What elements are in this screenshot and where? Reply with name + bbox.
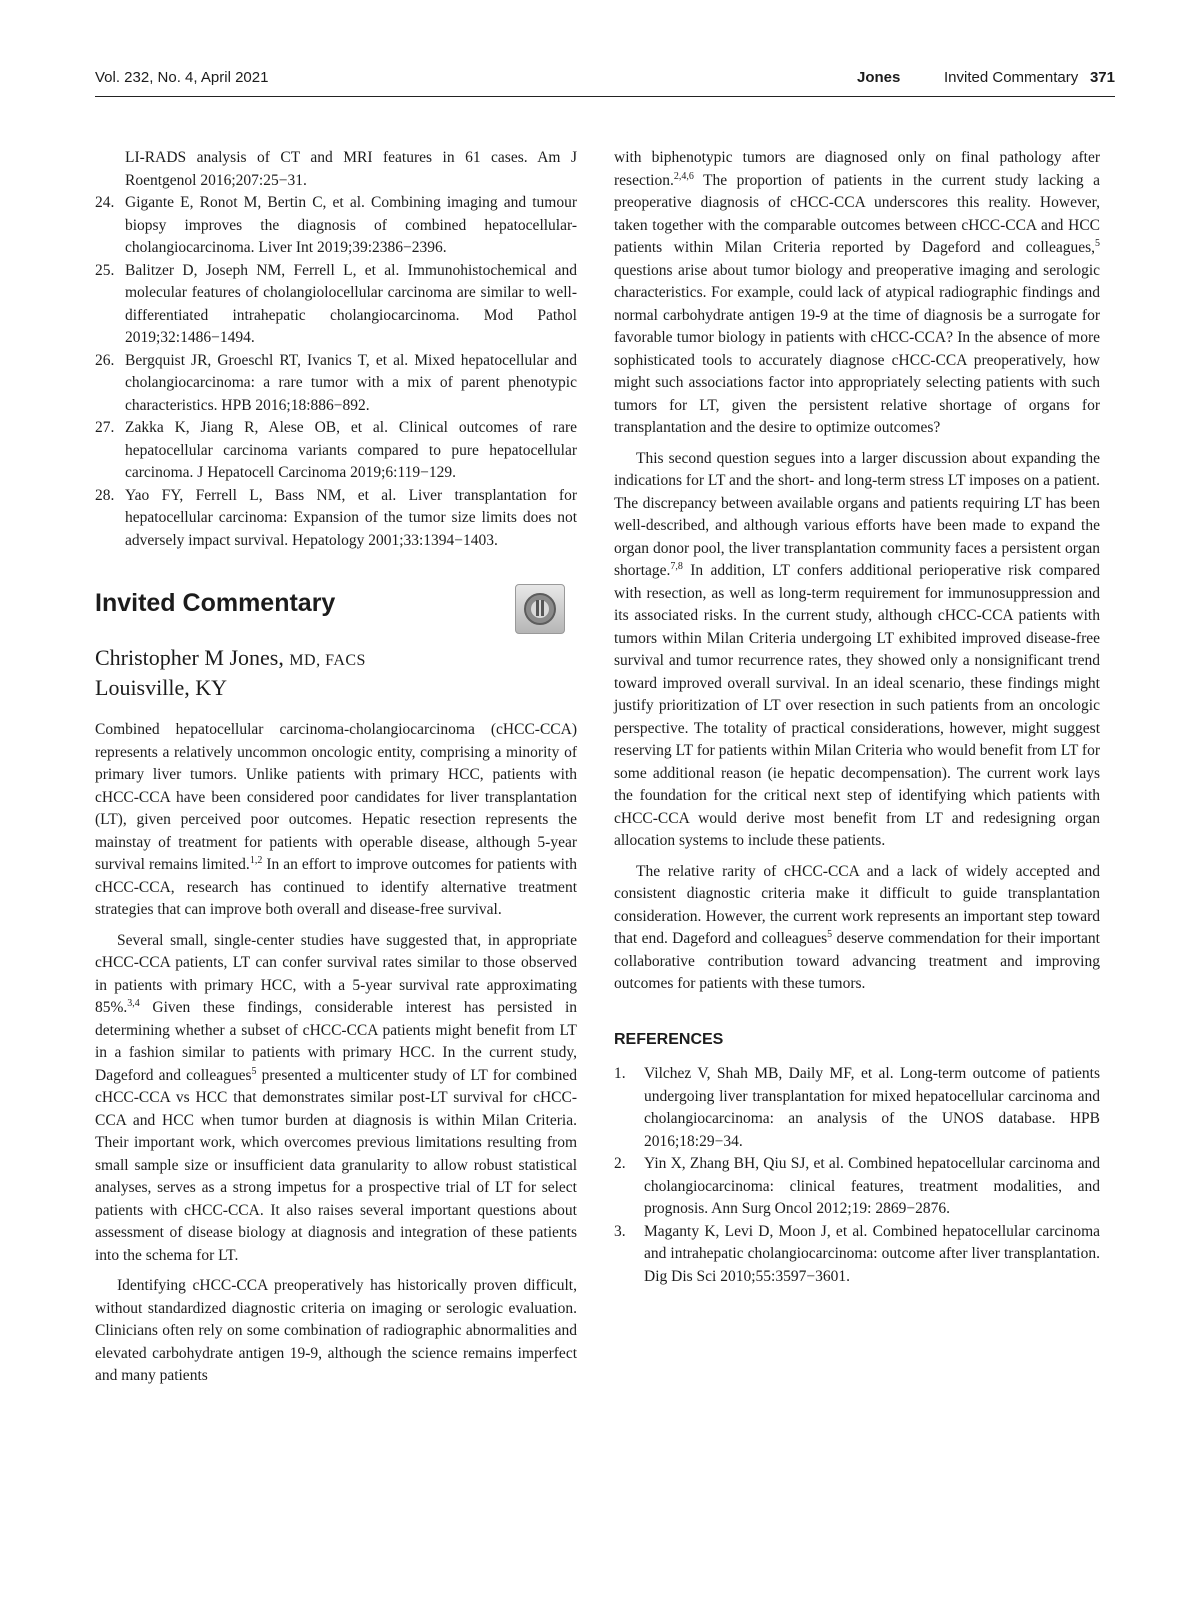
references-heading: REFERENCES — [614, 1030, 724, 1048]
header-author: Jones — [857, 69, 901, 86]
paragraph: with biphenotypic tumors are diagnosed only on final pathology after resection.$^{2,4,6}$ The proportion of patients in the current study lacking a preoperative diagnosis of cHCC-CCA underscores this reality. However, taken together with the comparable outcomes between cHCC-CCA and HCC patients within Milan Criteria reported by Dageford and colleagues,$^5$ questions arise about tumor biology and preoperative imaging and serologic characteristics. For example, could lack of atypical radiographic findings and normal carbohydrate antigen 19-9 at the time of diagnosis be a surrogate for favorable tumor biology in patients with cHCC-CCA? In the absence of more sophisticated tools to accurately diagnose cHCC-CCA preoperatively, how might such associations factor into appropriately selecting patients with such tumors for LT, given the persistent relative shortage of organs for transplantation and the desire to optimize outcomes? — [614, 149, 1100, 436]
journal-volume: Vol. 232, No. 4, April 2021 — [95, 69, 269, 86]
right-body-text — [614, 147, 1100, 996]
paragraph: Identifying cHCC-CCA preoperatively has historically proven difficult, without standardized diagnostic criteria on imaging or serologic evaluation. Clinicians often rely on some combination of radiographic abnormalities and elevated carbohydrate antigen 19-9, although the science remains imperfect and many patients — [95, 1277, 577, 1384]
reference-item: 27. Zakka K, Jiang R, Alese OB, et al. Clinical outcomes of rare hepatocellular carcinoma variants compared to pure hepatocellular carcinoma. J Hepatocell Carcinoma 2019;6:119−129. — [95, 419, 577, 481]
citation-superscript: 7,8 — [670, 561, 683, 572]
references-list — [614, 1063, 1100, 1288]
header-section: Invited Commentary — [944, 69, 1079, 86]
reference-item: 3. Maganty K, Levi D, Moon J, et al. Combined hepatocellular carcinoma and intrahepatic cholangiocarcinoma: outcome after liver transplantation. Dig Dis Sci 2010;55:3597−3601. — [614, 1222, 1100, 1285]
running-header — [95, 66, 1115, 97]
citation-superscript: 2,4,6 — [673, 170, 694, 182]
paragraph: The relative rarity of cHCC-CCA and a lack of widely accepted and consistent diagnostic criteria make it difficult to guide transplantation consideration. However, the current work represents an important step toward that end. Dageford and colleagues$^5$ deserve commendation for their important collaborative contribution toward advancing treatment and improving outcomes for patients with these tumors. — [614, 862, 1100, 992]
paragraph: This second question segues into a larger discussion about expanding the indications for LT and the short- and long-term stress LT imposes on a patient. The discrepancy between available organs and patients requiring LT has been well-described, and although various efforts have been made to expand the organ donor pool, the liver transplantation community faces a persistent organ shortage.$^{7,8}$ In addition, LT confers additional perioperative risk compared with resection, as well as long-term requirement for immunosuppression and its associated risks. In the current study, although cHCC-CCA patients with tumors within Milan Criteria undergoing LT exhibited improved disease-free survival and tumor recurrence rates, they showed only a nonsignificant trend toward improved overall survival. In an ideal scenario, these findings might justify prioritization of LT over resection in such patients from an oncologic perspective. The totality of practical considerations, however, might suggest reserving LT for patients within Milan Criteria who would benefit from LT for some additional reason (ie hepatic decompensation). The current work lays the foundation for the critical next step of identifying which patients with cHCC-CCA would derive most benefit from LT and redesigning organ allocation systems to include these patients. — [614, 449, 1100, 849]
reference-item: 24. Gigante E, Ronot M, Bertin C, et al. Combining imaging and tumour biopsy improves the diagnosis of combined hepatocellular-cholangiocarcinoma. Liver Int 2019;39:2386−2396. — [95, 194, 577, 256]
citation-superscript: 5 — [827, 929, 833, 940]
paragraph: Several small, single-center studies have suggested that, in appropriate cHCC-CCA patients, LT can confer survival rates similar to those observed in patients with primary HCC, with a 5-year survival rate approximating 85%.$^{3,4}$ Given these findings, considerable interest has persisted in determining whether a subset of cHCC-CCA patients might benefit from LT in a fashion similar to patients with primary HCC. In the current study, Dageford and colleagues$^5$ presented a multicenter study of LT for combined cHCC-CCA vs HCC that demonstrates similar post-LT survival for cHCC-CCA and HCC when tumor burden at diagnosis is within Milan Criteria. Their important work, which overcomes previous limitations resulting from small sample size or insufficient data granularity to allow robust statistical analyses, serves as a strong impetus for a prospective trial of LT for select patients with cHCC-CCA. It also raises several important questions about assessment of disease biology at diagnosis and integration of these patients into the schema for LT. — [95, 931, 577, 1264]
page-number: 371 — [1089, 69, 1115, 86]
reference-item: 26. Bergquist JR, Groeschl RT, Ivanics T, et al. Mixed hepatocellular and cholangiocarcinoma: a rare tumor with a mix of parent phenotypic characteristics. HPB 2016;18:886−892. — [95, 351, 577, 414]
crossmark-icon[interactable] — [515, 584, 565, 634]
author-line — [95, 644, 577, 674]
crossmark-glyph — [516, 585, 564, 633]
citation-superscript: 1,2 — [249, 855, 263, 866]
reference-item: 2. Yin X, Zhang BH, Qiu SJ, et al. Combined hepatocellular carcinoma and cholangiocarcinoma: clinical features, treatment modalities, and prognosis. Ann Surg Oncol 2012;19: 2869−2876. — [614, 1155, 1100, 1217]
reference-item: 25. Balitzer D, Joseph NM, Ferrell L, et al. Immunohistochemical and molecular features of cholangiolocellular carcinoma are similar to well-differentiated intrahepatic cholangiocarcinoma. Mod Pathol 2019;32:1486−1494. — [95, 261, 577, 346]
left-body-text — [95, 719, 577, 1388]
paragraph: Combined hepatocellular carcinoma-cholangiocarcinoma (cHCC-CCA) represents a relatively uncommon oncologic entity, comprising a minority of primary liver tumors. Unlike patients with primary HCC, patients with cHCC-CCA have been considered poor candidates for liver transplantation (LT), given perceived poor outcomes. Hepatic resection represents the mainstay of treatment for patients with operable disease, although 5-year survival remains limited.$^{1,2}$ In an effort to improve outcomes for patients with cHCC-CCA, research has continued to identify alternative treatment strategies that can improve both overall and disease-free survival. — [95, 721, 578, 918]
previous-references-list — [95, 147, 577, 552]
left-column — [95, 147, 577, 1388]
citation-superscript: 5 — [1095, 238, 1100, 249]
reference-item: LI-RADS analysis of CT and MRI features in 61 cases. Am J Roentgenol 2016;207:25−31. — [125, 149, 577, 189]
author-name: Christopher M Jones, — [95, 645, 284, 670]
reference-item: 1. Vilchez V, Shah MB, Daily MF, et al. Long-term outcome of patients undergoing liver transplantation for mixed hepatocellular carcinoma and cholangiocarcinoma: an analysis of the UNOS database. HPB 2016;18:29−34. — [614, 1065, 1100, 1150]
citation-superscript: 3,4 — [127, 998, 140, 1009]
author-degrees: MD, FACS — [289, 652, 366, 669]
author-location: Louisville, KY — [95, 675, 227, 700]
right-column — [614, 147, 1100, 1288]
commentary-title: Invited Commentary — [95, 588, 577, 618]
reference-item: 28. Yao FY, Ferrell L, Bass NM, et al. Liver transplantation for hepatocellular carcinoma: Expansion of the tumor size limits does not adversely impact survival. Hepatology 2001;33:1394−1403. — [95, 486, 577, 549]
citation-superscript: 5 — [251, 1065, 257, 1077]
